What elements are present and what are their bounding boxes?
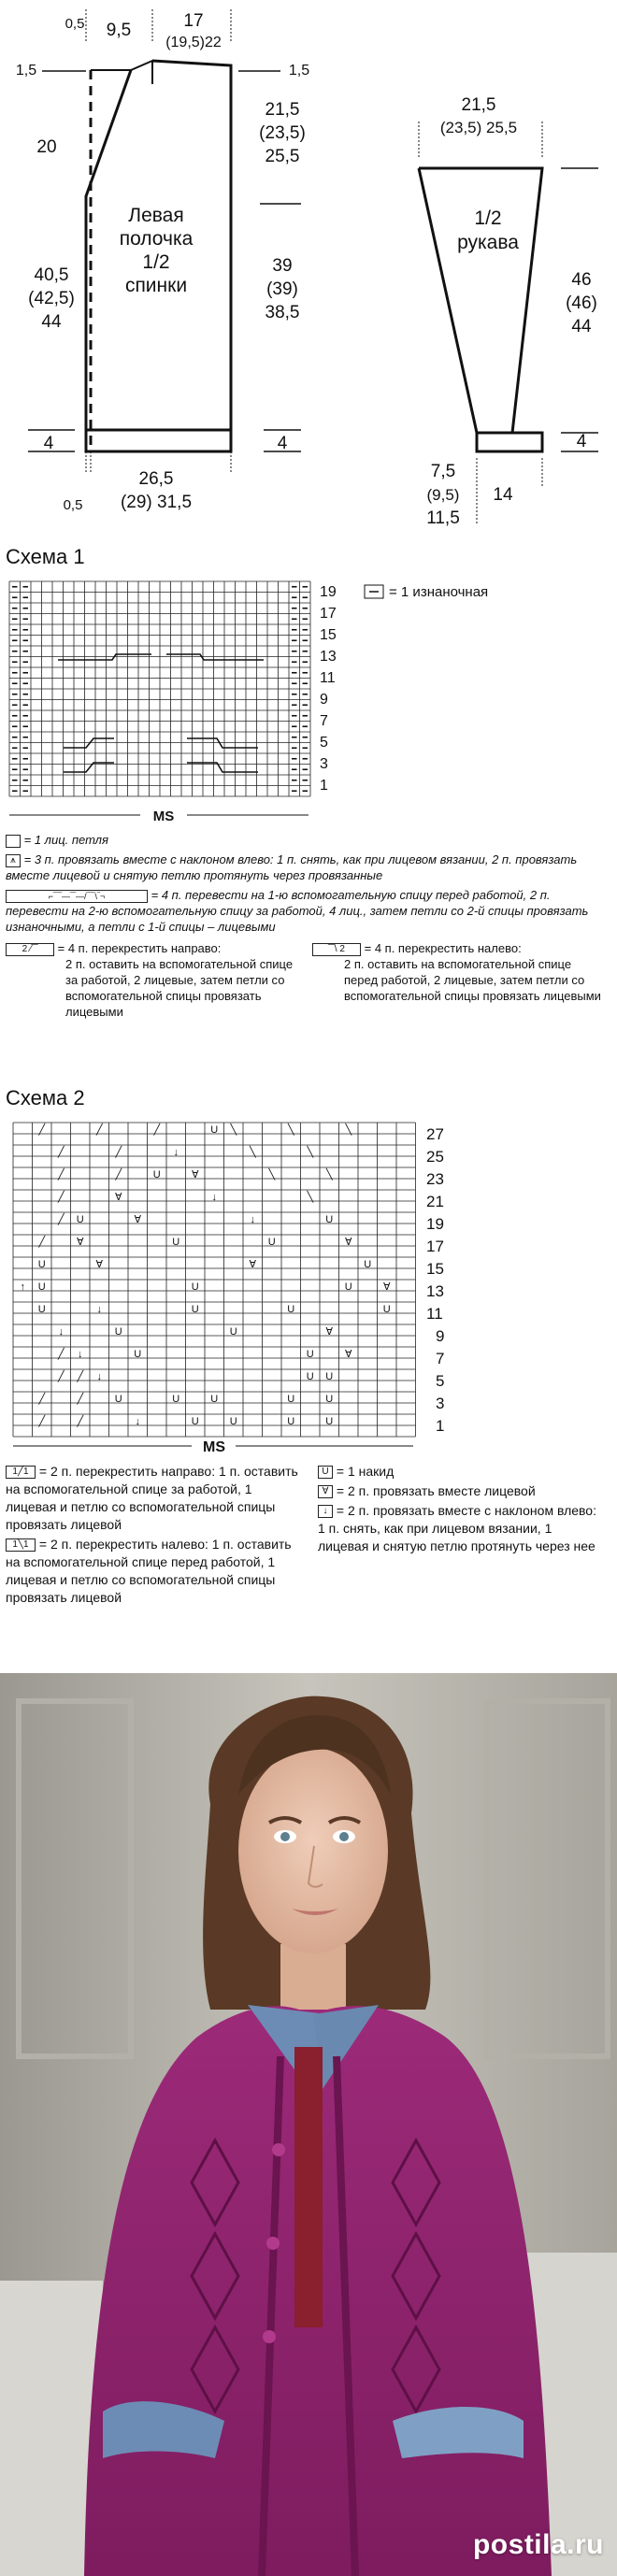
- stitch-glyph: U: [210, 1124, 219, 1136]
- stitch-glyph: U: [364, 1259, 372, 1270]
- stitch-glyph: U: [152, 1169, 161, 1181]
- stitch-glyph: ╲: [345, 1124, 352, 1136]
- s2-row-number: 27: [426, 1125, 444, 1143]
- stitch-glyph: ↑: [20, 1281, 25, 1293]
- sleeve-length-dim-3: 44: [571, 317, 592, 336]
- stitch-glyph: U: [172, 1237, 180, 1248]
- front-label-line-3: 1/2: [142, 251, 170, 273]
- legend-cross-right: 2 ⁄‾‾ = 4 п. перекрестить направо:: [6, 940, 295, 956]
- front-side-dim-3: 38,5: [265, 303, 300, 322]
- s1-ms-label: MS: [152, 809, 175, 824]
- stitch-glyph: U: [134, 1349, 142, 1360]
- stitch-glyph: ∀: [382, 1281, 391, 1293]
- stitch-glyph: ╱: [95, 1124, 103, 1136]
- front-armhole-dim-2: (23,5): [259, 123, 306, 143]
- front-length-dim-1: 40,5: [34, 265, 69, 285]
- stitch-glyph: ╱: [38, 1237, 46, 1248]
- front-neck-depth: 20: [36, 137, 57, 157]
- s1-side-legend: = 1 изнаночная: [389, 584, 489, 600]
- stitch-glyph: ╲: [325, 1169, 333, 1181]
- front-side-dim-2: (39): [266, 279, 298, 299]
- stitch-glyph: ↓: [250, 1214, 255, 1225]
- front-shoulder-right: 1,5: [288, 63, 310, 79]
- front-length-dim-2: (42,5): [28, 289, 75, 308]
- front-armhole-dim-1: 21,5: [265, 100, 300, 120]
- stitch-glyph: U: [37, 1304, 46, 1315]
- s2-ms-label: MS: [203, 1439, 225, 1455]
- stitch-glyph: ╲: [307, 1147, 314, 1158]
- stitch-glyph: U: [382, 1304, 391, 1315]
- stitch-glyph: ↓: [173, 1147, 179, 1158]
- stitch-glyph: ╱: [38, 1124, 46, 1136]
- sleeve-top-sizes: (23,5) 25,5: [439, 119, 518, 136]
- stitch-glyph: ╲: [268, 1169, 276, 1181]
- sleeve-rib: 4: [576, 432, 587, 451]
- front-bottom-sizes: (29) 31,5: [120, 493, 193, 512]
- s2-row-number: 25: [426, 1148, 444, 1166]
- s1-row-number: 9: [320, 692, 328, 708]
- s1-row-number: 13: [320, 649, 337, 665]
- stitch-glyph: ∀: [325, 1326, 334, 1338]
- s2-row-number: 23: [426, 1170, 444, 1188]
- stitch-glyph: U: [306, 1349, 314, 1360]
- s1-row-number: 5: [320, 735, 328, 751]
- s2-row-number: 3: [436, 1395, 445, 1412]
- s2-row-number: 7: [436, 1350, 445, 1367]
- front-label-line-2: полочка: [119, 228, 194, 250]
- stitch-glyph: U: [325, 1394, 334, 1405]
- k2tog-symbol: ∀: [318, 1485, 333, 1498]
- legend-cross-right-body: 2 п. оставить на вспомогательной спице за работой, 2 лицевые, затем петли со вспомогательной спицы провязать лицевыми: [65, 957, 294, 1019]
- sleeve-cuff-width: 14: [493, 485, 513, 505]
- stitch-glyph: ↓: [135, 1416, 140, 1427]
- front-top-neck-width: 9,5: [106, 21, 132, 40]
- s1-row-number: 3: [320, 756, 328, 772]
- decrease3-symbol: ⩚: [6, 854, 21, 867]
- model-photo: [0, 1673, 617, 2576]
- legend-k2tog: ∀ = 2 п. провязать вместе лицевой: [318, 1482, 598, 1500]
- stitch-glyph: U: [229, 1326, 237, 1338]
- front-label-line-1: Левая: [128, 205, 184, 226]
- stitch-glyph: U: [267, 1237, 276, 1248]
- front-bottom-small: 0,5: [63, 497, 83, 513]
- s2-row-number: 15: [426, 1260, 444, 1278]
- legend-yarn-over: U = 1 накид: [318, 1463, 598, 1481]
- scheme2-legend: [6, 1463, 613, 1607]
- stitch-glyph: U: [191, 1304, 199, 1315]
- s2-row-number: 5: [436, 1372, 445, 1390]
- stitch-glyph: ∀: [76, 1237, 84, 1248]
- stitch-glyph: ╱: [57, 1349, 65, 1360]
- stitch-glyph: ╱: [57, 1169, 65, 1181]
- scheme1-title: Схема 1: [6, 545, 85, 568]
- stitch-glyph: ↓: [96, 1304, 102, 1315]
- stitch-glyph: U: [229, 1416, 237, 1427]
- stitch-glyph: ∀: [249, 1259, 257, 1270]
- scheme2-row-numbers: [426, 1125, 444, 1435]
- stitch-glyph: ╲: [249, 1147, 256, 1158]
- stitch-glyph: ╲: [230, 1124, 237, 1136]
- s2-row-number: 17: [426, 1238, 444, 1255]
- stitch-glyph: U: [344, 1281, 352, 1293]
- sleeve-cuff-dim-3: 11,5: [426, 508, 460, 528]
- stitch-glyph: U: [37, 1259, 46, 1270]
- stitch-glyph: ╱: [115, 1169, 122, 1181]
- stitch-glyph: U: [306, 1371, 314, 1382]
- stitch-glyph: U: [325, 1371, 334, 1382]
- stitch-glyph: ↓: [58, 1326, 64, 1338]
- front-top-small-dim: 0,5: [65, 16, 85, 32]
- scheme2-marks: [21, 1123, 391, 1427]
- stitch-glyph: ╱: [153, 1124, 161, 1136]
- front-rib-right: 4: [277, 434, 288, 453]
- front-side-dim-1: 39: [272, 256, 293, 276]
- stitch-glyph: ╱: [77, 1371, 84, 1382]
- stitch-glyph: ╱: [38, 1394, 46, 1405]
- s2-row-number: 21: [426, 1193, 444, 1210]
- scheme1-chart: [0, 580, 617, 841]
- front-shoulder-left: 1,5: [15, 63, 37, 79]
- scheme2-title: Схема 2: [6, 1086, 85, 1109]
- s2-row-number: 1: [436, 1417, 445, 1435]
- knit-stitch-symbol: [6, 835, 21, 848]
- stitch-glyph: ╱: [57, 1371, 65, 1382]
- photo-watermark: postila.ru: [472, 2529, 604, 2560]
- stitch-glyph: ╲: [307, 1192, 314, 1203]
- stitch-glyph: ╱: [57, 1147, 65, 1158]
- stitch-glyph: U: [37, 1281, 46, 1293]
- stitch-glyph: U: [172, 1394, 180, 1405]
- stitch-glyph: ↓: [78, 1349, 83, 1360]
- stitch-glyph: U: [287, 1416, 295, 1427]
- s1-row-number: 17: [320, 606, 337, 622]
- cross2-right-symbol: 1╱1: [6, 1466, 36, 1479]
- scheme2-chart: [0, 1117, 617, 1463]
- front-length-dim-3: 44: [41, 312, 62, 332]
- s1-row-number: 19: [320, 584, 337, 600]
- stitch-glyph: ╱: [77, 1394, 84, 1405]
- cross-right-symbol: 2 ⁄‾‾: [6, 943, 54, 956]
- scheme1-row-numbers: [320, 584, 337, 794]
- cross-symbol-row5-right: [187, 738, 258, 748]
- legend-ssk: ↓ = 2 п. провязать вместе с наклоном влево: 1 п. снять, как при лицевом вязании, 1 лицевая и снятую петлю протянуть через нее: [318, 1503, 596, 1553]
- stitch-glyph: U: [114, 1326, 122, 1338]
- legend-knit: = 1 лиц. петля: [6, 832, 613, 848]
- front-armhole-dim-3: 25,5: [265, 147, 300, 166]
- stitch-glyph: U: [210, 1394, 219, 1405]
- stitch-glyph: ∀: [344, 1349, 352, 1360]
- stitch-glyph: U: [114, 1394, 122, 1405]
- stitch-glyph: ╱: [38, 1416, 46, 1427]
- sleeve-label-line-1: 1/2: [474, 208, 502, 229]
- s1-row-number: 7: [320, 713, 328, 729]
- front-top-shoulder-sizes: (19,5)22: [165, 35, 222, 50]
- sleeve-length-dim-2: (46): [566, 293, 597, 313]
- cable-symbol-row13-left: [58, 654, 151, 660]
- model-photo-illustration: [0, 1673, 617, 2576]
- stitch-glyph: ╲: [287, 1124, 294, 1136]
- sleeve-cuff-dim-2: (9,5): [426, 486, 460, 504]
- scheme1-grid: [9, 581, 310, 796]
- ssk-symbol: ↓: [318, 1505, 333, 1518]
- stitch-glyph: U: [287, 1304, 295, 1315]
- legend-cross2-left: 1╲1 = 2 п. перекрестить налево: 1 п. оставить на вспомогательной спице перед работой, 1 лицевая и петлю со вспомогательной спицы провязать лицевой: [6, 1537, 292, 1605]
- sleeve-top-width: 21,5: [461, 95, 496, 115]
- stitch-glyph: ╱: [77, 1416, 84, 1427]
- stitch-glyph: U: [287, 1394, 295, 1405]
- sleeve-length-dim-1: 46: [571, 270, 592, 290]
- stitch-glyph: ∀: [134, 1214, 142, 1225]
- stitch-glyph: U: [191, 1281, 199, 1293]
- legend-cross-left-body: 2 п. оставить на вспомогательной спице перед работой, 2 лицевые, затем петли со вспомогательной спицы провязать лицевыми: [344, 957, 601, 1003]
- legend-decrease3: ⩚ = 3 п. провязать вместе с наклоном влево: 1 п. снять, как при лицевом вязании, 2 п. провязать вместе лицевой и снятую петлю протянуть через провязанные: [6, 852, 578, 882]
- stitch-glyph: ∀: [344, 1237, 352, 1248]
- s1-row-number: 15: [320, 627, 337, 643]
- yarn-over-symbol: U: [318, 1466, 333, 1479]
- s2-row-number: 19: [426, 1215, 444, 1233]
- cross2-left-symbol: 1╲1: [6, 1538, 36, 1552]
- sleeve-cuff-dim-1: 7,5: [430, 462, 456, 481]
- front-rib-left: 4: [43, 434, 54, 453]
- sleeve-label-line-2: рукава: [457, 232, 519, 253]
- stitch-glyph: ↓: [96, 1371, 102, 1382]
- legend-cross-left: ‾‾\ 2 = 4 п. перекрестить налево:: [312, 940, 602, 956]
- stitch-glyph: ∀: [191, 1169, 199, 1181]
- s1-row-number: 11: [320, 670, 336, 686]
- stitch-glyph: ∀: [95, 1259, 104, 1270]
- s1-row-number: 1: [320, 778, 328, 794]
- cable4-symbol: ⌐‾‾‾—‾‾—/‾‾‾\‾¬: [6, 890, 148, 903]
- s2-row-number: 11: [426, 1305, 443, 1323]
- stitch-glyph: ∀: [114, 1192, 122, 1203]
- stitch-glyph: ↓: [211, 1192, 217, 1203]
- stitch-glyph: U: [191, 1416, 199, 1427]
- scheme2-grid: [13, 1123, 416, 1437]
- stitch-glyph: ╱: [115, 1147, 122, 1158]
- front-top-shoulder-width: 17: [183, 11, 204, 31]
- stitch-glyph: U: [325, 1214, 334, 1225]
- pattern-diagram: [0, 0, 617, 533]
- stitch-glyph: U: [325, 1416, 334, 1427]
- scheme1-legend: [6, 832, 613, 1020]
- stitch-glyph: ╱: [57, 1192, 65, 1203]
- front-label-line-4: спинки: [124, 275, 188, 296]
- front-bottom-width: 26,5: [138, 469, 174, 489]
- stitch-glyph: U: [76, 1214, 84, 1225]
- cross-left-symbol: ‾‾\ 2: [312, 943, 361, 956]
- legend-cross2-right: 1╱1 = 2 п. перекрестить направо: 1 п. оставить на вспомогательной спице за работой, 1 лицевая и петлю со вспомогательной спицы провязать лицевой: [6, 1464, 298, 1532]
- stitch-glyph: ╱: [57, 1214, 65, 1225]
- s2-row-number: 9: [436, 1327, 445, 1345]
- s2-row-number: 13: [426, 1282, 444, 1300]
- legend-cable4: ⌐‾‾‾—‾‾—/‾‾‾\‾¬ = 4 п. перевести на 1-ю вспомогательную спицу перед работой, 2 п. перевести на 2-ю вспомогательную спицу за работой, 4 лиц., затем петли со 2-й спицы провязать изнаночными, а петли с 1-й спицы – лицевыми: [6, 888, 589, 934]
